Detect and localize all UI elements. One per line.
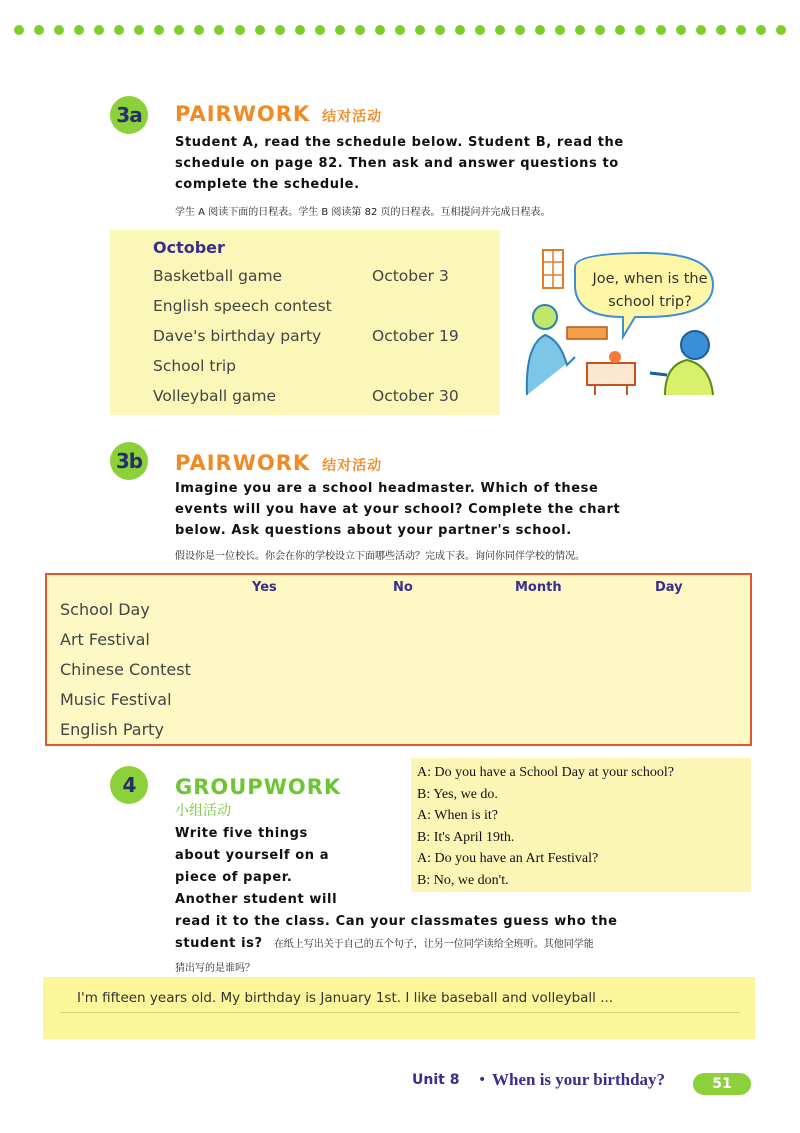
chart-col-day: Day xyxy=(655,580,683,595)
border-dot xyxy=(94,25,104,35)
footer-bullet: • xyxy=(478,1072,487,1088)
instruction-line: about yourself on a xyxy=(175,848,330,863)
dialog-speaker: B: xyxy=(417,786,431,802)
footer-unit: Unit 8 xyxy=(412,1072,460,1088)
example-writing-box xyxy=(43,977,755,1039)
border-dot xyxy=(255,25,265,35)
chart-col-month: Month xyxy=(515,580,562,595)
border-dot xyxy=(515,25,525,35)
border-dot xyxy=(335,25,345,35)
speech-bubble-line: school trip? xyxy=(608,294,692,310)
speech-bubble-text xyxy=(575,268,725,314)
border-dot xyxy=(615,25,625,35)
border-dot xyxy=(696,25,706,35)
dialog-text: Yes, we do. xyxy=(433,786,498,802)
dialog-text: No, we don't. xyxy=(433,872,509,888)
top-dot-border xyxy=(14,25,786,39)
instruction-line: read it to the class. Can your classmates guess who the xyxy=(175,914,618,929)
border-dot xyxy=(194,25,204,35)
border-dot xyxy=(435,25,445,35)
border-dot xyxy=(776,25,786,35)
instruction-line: events will you have at your school? Complete the chart xyxy=(175,502,621,517)
border-dot xyxy=(375,25,385,35)
footer-title: When is your birthday? xyxy=(492,1070,666,1089)
border-dot xyxy=(214,25,224,35)
border-dot xyxy=(415,25,425,35)
border-dot xyxy=(395,25,405,35)
section-3b-badge: 3b xyxy=(110,442,148,480)
groupwork-title: GROUPWORK xyxy=(175,775,342,799)
border-dot xyxy=(575,25,585,35)
dialog-line xyxy=(417,805,674,827)
border-dot xyxy=(134,25,144,35)
instruction-line: complete the schedule. xyxy=(175,177,360,192)
schedule-event: Dave's birthday party xyxy=(153,327,322,345)
instruction-line: below. Ask questions about your partner's school. xyxy=(175,523,572,538)
border-dot xyxy=(656,25,666,35)
border-dot xyxy=(235,25,245,35)
section-3a-instructions xyxy=(175,132,765,195)
dialog-line xyxy=(417,762,674,784)
chart-col-no: No xyxy=(393,580,413,595)
chart-col-yes: Yes xyxy=(252,580,277,595)
instruction-line xyxy=(175,933,765,956)
instruction-cn: 在纸上写出关于自己的五个句子，让另一位同学读给全班听。其他同学能 xyxy=(273,939,594,950)
section-3b-instructions xyxy=(175,478,765,541)
dialog-text: Do you have a School Day at your school? xyxy=(434,765,674,780)
instruction-line: piece of paper. xyxy=(175,870,293,885)
dialog-speaker: A: xyxy=(417,851,431,866)
chart-row-label: English Party xyxy=(60,720,164,739)
page-number: 51 xyxy=(693,1073,751,1095)
border-dot xyxy=(555,25,565,35)
schedule-date: October 3 xyxy=(372,267,449,285)
chart-row-label: School Day xyxy=(60,600,150,619)
groupwork-title-cn: 小组活动 xyxy=(175,803,231,819)
dialog-lines xyxy=(417,762,674,891)
section-4-badge: 4 xyxy=(110,766,148,804)
chart-row-label: Chinese Contest xyxy=(60,660,191,679)
instruction-cn-2: 猜出写的是谁吗？ xyxy=(175,963,255,974)
writing-ruled-line xyxy=(60,1012,740,1013)
instruction-line: Imagine you are a school headmaster. Which of these xyxy=(175,481,599,496)
pairwork-title: PAIRWORK xyxy=(175,102,311,126)
border-dot xyxy=(595,25,605,35)
border-dot xyxy=(315,25,325,35)
border-dot xyxy=(114,25,124,35)
schedule-event: School trip xyxy=(153,357,236,375)
schedule-event: Basketball game xyxy=(153,267,283,285)
border-dot xyxy=(736,25,746,35)
schedule-title: October xyxy=(153,238,225,257)
pairwork-title: PAIRWORK xyxy=(175,451,311,475)
border-dot xyxy=(355,25,365,35)
dialog-speaker: B: xyxy=(417,872,431,888)
border-dot xyxy=(716,25,726,35)
section-3b-instructions-cn: 假设你是一位校长。你会在你的学校设立下面哪些活动？完成下表。询问你同伴学校的情况。 xyxy=(175,551,585,562)
border-dot xyxy=(34,25,44,35)
border-dot xyxy=(295,25,305,35)
dialog-speaker: A: xyxy=(417,765,431,780)
border-dot xyxy=(455,25,465,35)
border-dot xyxy=(495,25,505,35)
border-dot xyxy=(54,25,64,35)
border-dot xyxy=(475,25,485,35)
border-dot xyxy=(275,25,285,35)
dialog-line xyxy=(417,827,674,849)
schedule-event: English speech contest xyxy=(153,297,332,315)
border-dot xyxy=(174,25,184,35)
dialog-speaker: A: xyxy=(417,808,431,823)
border-dot xyxy=(676,25,686,35)
section-3a-badge: 3a xyxy=(110,96,148,134)
border-dot xyxy=(14,25,24,35)
border-dot xyxy=(74,25,84,35)
border-dot xyxy=(756,25,766,35)
instruction-bold: student is? xyxy=(175,936,263,951)
border-dot xyxy=(535,25,545,35)
instruction-line: Student A, read the schedule below. Student B, read the xyxy=(175,135,624,150)
speech-bubble-line: Joe, when is the xyxy=(592,271,708,287)
dialog-speaker: B: xyxy=(417,829,431,845)
border-dot xyxy=(635,25,645,35)
border-dot xyxy=(154,25,164,35)
example-writing-text: I'm fifteen years old. My birthday is January 1st. I like baseball and volleyball ... xyxy=(77,990,614,1006)
schedule-event: Volleyball game xyxy=(153,387,277,405)
instruction-line: Write five things xyxy=(175,826,308,841)
dialog-line xyxy=(417,784,674,806)
dialog-line xyxy=(417,848,674,870)
dialog-line xyxy=(417,870,674,892)
instruction-line: Another student will xyxy=(175,892,338,907)
chart-row-label: Music Festival xyxy=(60,690,172,709)
schedule-date: October 30 xyxy=(372,387,459,405)
chart-row-label: Art Festival xyxy=(60,630,150,649)
section-3a-instructions-cn: 学生 A 阅读下面的日程表。学生 B 阅读第 82 页的日程表。互相提问并完成日程表。 xyxy=(175,207,551,218)
dialog-text: It's April 19th. xyxy=(433,829,515,845)
section-3a-heading xyxy=(175,102,382,126)
pairwork-title-cn: 结对活动 xyxy=(322,458,383,474)
section-3b-heading xyxy=(175,451,382,475)
dialog-text: Do you have an Art Festival? xyxy=(434,851,599,866)
schedule-date: October 19 xyxy=(372,327,459,345)
instruction-line: schedule on page 82. Then ask and answer questions to xyxy=(175,156,619,171)
dialog-text: When is it? xyxy=(434,808,499,823)
pairwork-title-cn: 结对活动 xyxy=(322,109,383,125)
